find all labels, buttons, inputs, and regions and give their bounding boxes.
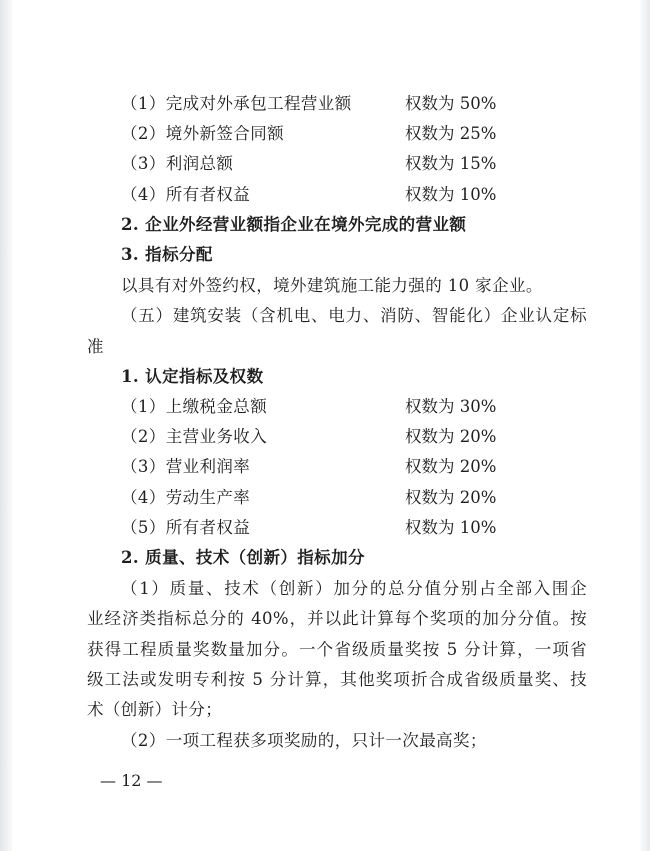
paragraph-line: （1）质量、技术（创新）加分的总分值分别占全部入围企 bbox=[121, 579, 587, 598]
list-item-weight: 权数为 20% bbox=[405, 457, 497, 476]
list-item-weight: 权数为 25% bbox=[405, 124, 497, 143]
paragraph-line: 级工法或发明专利按 5 分计算，其他奖项折合成省级质量奖、技 bbox=[87, 670, 587, 689]
section-heading: 2. 企业外经营业额指企业在境外完成的营业额 bbox=[121, 215, 467, 234]
list-item-weight: 权数为 10% bbox=[405, 185, 497, 204]
paragraph-line: 获得工程质量奖数量加分。一个省级质量奖按 5 分计算，一项省 bbox=[87, 640, 587, 659]
list-item-weight: 权数为 50% bbox=[405, 94, 497, 113]
list-item-label: （3）利润总额 bbox=[121, 154, 234, 173]
page-number: — 12 — bbox=[100, 771, 163, 790]
section-heading: 3. 指标分配 bbox=[121, 245, 213, 264]
list-item-label: （5）所有者权益 bbox=[121, 518, 251, 537]
list-item-label: （4）所有者权益 bbox=[121, 185, 251, 204]
paragraph-line: 术（创新）计分； bbox=[87, 700, 223, 719]
list-item-weight: 权数为 15% bbox=[405, 154, 497, 173]
list-item-weight: 权数为 20% bbox=[405, 427, 497, 446]
list-item-weight: 权数为 10% bbox=[405, 518, 497, 537]
list-item-label: （1）完成对外承包工程营业额 bbox=[121, 94, 352, 113]
list-item-label: （1）上缴税金总额 bbox=[121, 397, 268, 416]
list-item-label: （2）境外新签合同额 bbox=[121, 124, 284, 143]
section-title-line: 准 bbox=[87, 337, 104, 356]
list-item-weight: 权数为 30% bbox=[405, 397, 497, 416]
list-item-label: （4）劳动生产率 bbox=[121, 488, 251, 507]
section-heading: 1. 认定指标及权数 bbox=[121, 367, 264, 386]
list-item-weight: 权数为 20% bbox=[405, 488, 497, 507]
body-text: 以具有对外签约权，境外建筑施工能力强的 10 家企业。 bbox=[121, 276, 543, 295]
section-heading: 2. 质量、技术（创新）指标加分 bbox=[121, 548, 365, 567]
paragraph-line: 业经济类指标总分的 40%，并以此计算每个奖项的加分分值。按 bbox=[87, 609, 587, 628]
list-item-label: （2）主营业务收入 bbox=[121, 427, 268, 446]
section-title-line: （五）建筑安装（含机电、电力、消防、智能化）企业认定标 bbox=[121, 306, 587, 325]
list-item-label: （3）营业利润率 bbox=[121, 457, 251, 476]
paragraph-line: （2）一项工程获多项奖励的，只计一次最高奖； bbox=[121, 731, 487, 750]
